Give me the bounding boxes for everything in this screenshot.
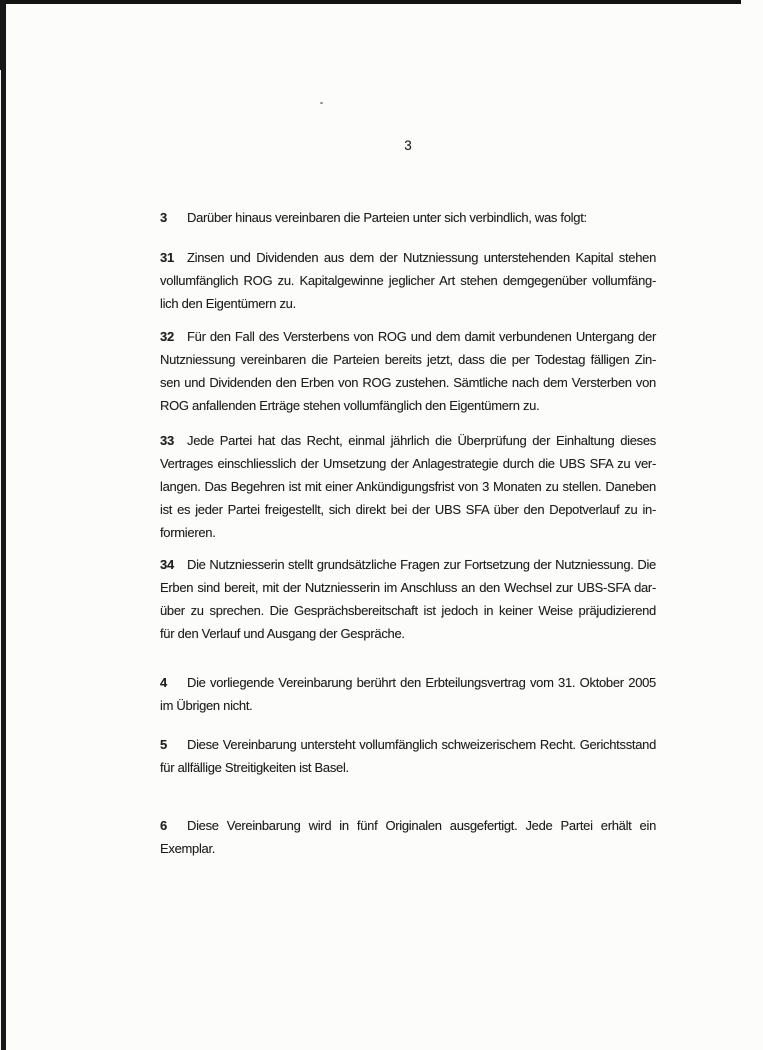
paragraph-line: für den Verlauf und Ausgang der Gespräche. [160, 626, 405, 641]
paragraph-text: Die vorliegende Vereinbarung berührt den Erbteilungsvertrag vom 31. Oktober 2005 [187, 675, 656, 690]
paragraph-line: Exemplar. [160, 841, 216, 856]
paragraph-line [160, 429, 656, 452]
paragraph-line: sen und Dividenden den Erben von ROG zustehen. Sämtliche nach dem Versterben von [160, 375, 656, 390]
paragraph-line: über zu sprechen. Die Gesprächsbereitschaft ist jedoch in keiner Weise präjudizierend [160, 603, 656, 618]
paragraph-4 [160, 671, 656, 717]
paragraph-number: 5 [160, 737, 168, 752]
paragraph-text: Für den Fall des Versterbens von ROG und dem damit verbundenen Untergang der [187, 329, 656, 344]
paragraph-34 [160, 553, 656, 645]
paragraph-line: Erben sind bereit, mit der Nutzniesserin im Anschluss an den Wechsel zur UBS-SFA dar- [160, 580, 656, 595]
paragraph-33 [160, 429, 656, 544]
paragraph-number: 6 [160, 818, 168, 833]
scan-speck [320, 102, 323, 104]
paragraph-line: Nutzniessung vereinbaren die Parteien bereits jetzt, dass die per Todestag fälligen Zin- [160, 352, 656, 367]
paragraph-text: Darüber hinaus vereinbaren die Parteien unter sich verbindlich, was folgt: [187, 210, 587, 225]
paragraph-text: Zinsen und Dividenden aus dem der Nutzniessung unterstehenden Kapital stehen [187, 250, 656, 265]
paragraph-number: 34 [160, 557, 175, 572]
paragraph-line [160, 733, 656, 756]
paragraph-number: 32 [160, 329, 175, 344]
paragraph-6 [160, 814, 656, 860]
paragraph-line: vollumfänglich ROG zu. Kapitalgewinne jeglicher Art stehen demgegenüber vollumfäng- [160, 273, 656, 288]
paragraph-number: 33 [160, 433, 175, 448]
paragraph-number: 4 [160, 675, 168, 690]
paragraph-line: ROG anfallenden Erträge stehen vollumfänglich den Eigentümern zu. [160, 398, 540, 413]
paragraph-5 [160, 733, 656, 779]
paragraph-line: im Übrigen nicht. [160, 698, 253, 713]
paragraph-line: langen. Das Begehren ist mit einer Ankündigungsfrist von 3 Monaten zu stellen. Daneben [160, 479, 656, 494]
paragraph-line [160, 325, 656, 348]
paragraph-text: Die Nutzniesserin stellt grundsätzliche Fragen zur Fortsetzung der Nutzniessung. Die [187, 557, 656, 572]
scan-edge-top [0, 0, 741, 4]
page-number: 3 [404, 138, 412, 153]
paragraph-line: Vertrages einschliesslich der Umsetzung der Anlagestrategie durch die UBS SFA zu ver- [160, 456, 656, 471]
paragraph-31 [160, 246, 656, 315]
paragraph-line [160, 814, 656, 837]
paragraph-text: Diese Vereinbarung untersteht vollumfänglich schweizerischem Recht. Gerichtsstand [187, 737, 656, 752]
paragraph-line: für allfällige Streitigkeiten ist Basel. [160, 760, 349, 775]
paragraph-line [160, 553, 656, 576]
paragraph-line [160, 206, 656, 229]
paragraph-32 [160, 325, 656, 417]
paragraph-line: lich den Eigentümern zu. [160, 296, 296, 311]
paragraph-number: 3 [160, 210, 168, 225]
paragraph-line [160, 246, 656, 269]
scan-edge-left-hairline [0, 70, 1, 1050]
paragraph-3 [160, 206, 656, 229]
paragraph-number: 31 [160, 250, 175, 265]
paragraph-line [160, 671, 656, 694]
paragraph-line: ist es jeder Partei freigestellt, sich direkt bei der UBS SFA über den Depotverlauf zu in- [160, 502, 656, 517]
paragraph-line: formieren. [160, 525, 216, 540]
paragraph-text: Diese Vereinbarung wird in fünf Originalen ausgefertigt. Jede Partei erhält ein [187, 818, 656, 833]
paragraph-text: Jede Partei hat das Recht, einmal jährlich die Überprüfung der Einhaltung dieses [187, 433, 656, 448]
